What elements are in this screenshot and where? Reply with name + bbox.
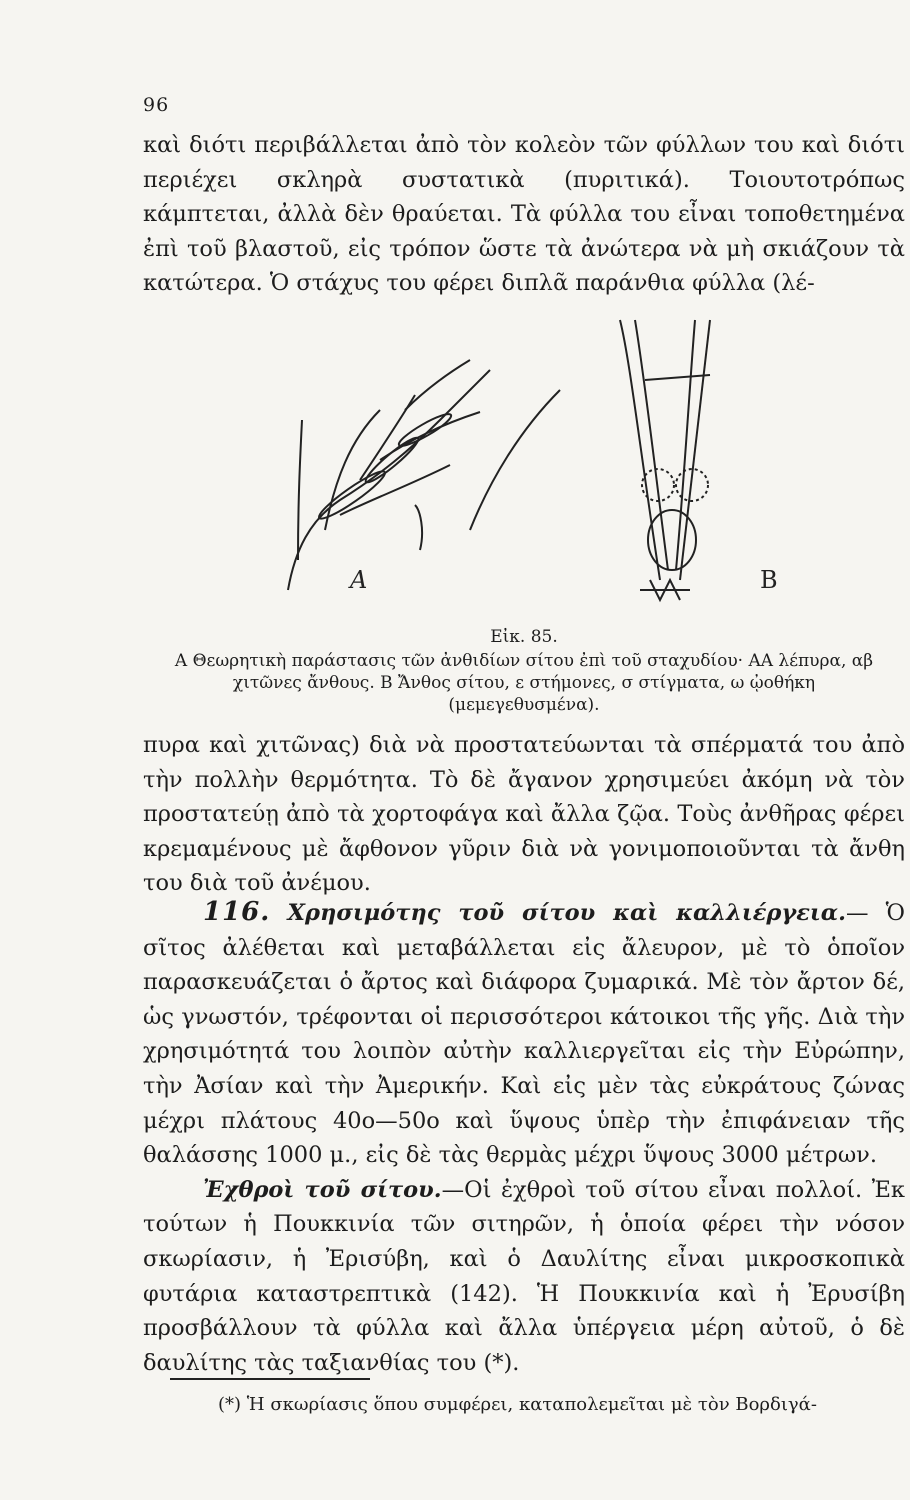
section-number: 116. bbox=[203, 897, 271, 927]
figure-caption bbox=[143, 626, 905, 716]
paragraph-1 bbox=[143, 128, 905, 301]
figure-85-illustration bbox=[240, 300, 840, 620]
section-116 bbox=[143, 895, 905, 1380]
section-title: Χρησιμότης τοῦ σίτου καὶ καλλιέργεια. bbox=[287, 900, 846, 926]
panel-b-drawing bbox=[620, 320, 710, 600]
paragraph-2-text: πυρα καὶ χιτῶνας) διὰ νὰ προστατεύωνται τὰ σπέρματά του ἀπὸ τὴν πολλὴν θερμότητα. Τὸ δὲ ἄγανον χρησιμεύει ἀκόμη νὰ τὸν προστατεύῃ ἀπὸ τὰ χορτοφάγα καὶ ἄλλα ζῷα. Τοὺς ἀνθῆρας φέρει κρεμαμένους μὲ ἄφθονον γῦριν διὰ νὰ γονιμοποιοῦνται τὰ ἄνθη του διὰ τοῦ ἀνέμου. bbox=[143, 732, 905, 897]
enemies-text: —Οἱ ἐχθροὶ τοῦ σίτου εἶναι πολλοί. Ἐκ τούτων ἡ Πουκκινία τῶν σιτηρῶν, ἡ ὁποία φέρει τὴν νόσον σκωρίασιν, ἡ Ἐρισύβη, καὶ ὁ Δαυλίτης εἶναι μικροσκοπικὰ φυτάρια καταστρεπτικὰ (142). Ἡ Πουκκινία καὶ ἡ Ἐρυσίβη προσβάλλουν τὰ φύλλα καὶ ἄλλα ὑπέργεια μέρη αὐτοῦ, ὁ δὲ δαυλίτης τὰς ταξιανθίας του (*). bbox=[143, 1176, 905, 1376]
section-116-paragraph bbox=[143, 895, 905, 1173]
paragraph-2 bbox=[143, 728, 905, 901]
footnote-divider bbox=[170, 1378, 370, 1380]
paragraph-1-text: καὶ διότι περιβάλλεται ἀπὸ τὸν κολεὸν τῶν φύλλων του καὶ διότι περιέχει σκληρὰ συστατικὰ (πυριτικά). Τοιουτοτρόπως κάμπτεται, ἀλλὰ δὲν θραύεται. Τὰ φύλλα του εἶναι τοποθετημένα ἐπὶ τοῦ βλαστοῦ, εἰς τρόπον ὥστε τὰ ἀνώτερα νὰ μὴ σκιάζουν τὰ κατώτερα. Ὁ στάχυς του φέρει διπλᾶ παράνθια φύλλα (λέ- bbox=[143, 132, 905, 297]
enemies-title: Ἐχθροὶ τοῦ σίτου. bbox=[203, 1176, 442, 1203]
figure-number: Εἰκ. 85. bbox=[490, 627, 558, 647]
figure-description: Α Θεωρητικὴ παράστασις τῶν ἀνθιδίων σίτου ἐπὶ τοῦ σταχυδίου· ΑΑ λέπυρα, αβ χιτῶνες ἄνθους. Β Ἄνθος σίτου, ε στήμονες, σ στίγματα, ω ᾠοθήκη (μεμεγεθυσμένα). bbox=[174, 651, 874, 715]
section-text: — Ὁ σῖτος ἀλέθεται καὶ μεταβάλλεται εἰς ἄλευρον, μὲ τὸ ὁποῖον παρασκευάζεται ὁ ἄρτος καὶ διάφορα ζυμαρικά. Μὲ τὸν ἄρτον δέ, ὡς γνωστόν, τρέφονται οἱ περισσότεροι κάτοικοι τῆς γῆς. Διὰ τὴν χρησιμότητά του λοιπὸν αὐτὴν καλλιεργεῖται εἰς τὴν Εὐρώπην, τὴν Ἀσίαν καὶ τὴν Ἀμερικήν. Καὶ εἰς μὲν τὰς εὐκράτους ζώνας μέχρι πλάτους 40ο—50ο καὶ ὕψους ὑπὲρ τὴν ἐπιφάνειαν τῆς θαλάσσης 1000 μ., εἰς δὲ τὰς θερμὰς μέχρι ὕψους 3000 μέτρων. bbox=[143, 900, 905, 1169]
footnote: (*) Ἡ σκωρίασις ὅπου συμφέρει, καταπολεμεῖται μὲ τὸν Βορδιγά- bbox=[218, 1394, 817, 1415]
panel-a-drawing bbox=[288, 360, 560, 590]
figure-panel-b-label: Β bbox=[760, 566, 778, 594]
enemies-paragraph bbox=[143, 1173, 905, 1381]
figure-panel-a-label: Α bbox=[350, 566, 368, 594]
page-number: 96 bbox=[143, 94, 170, 116]
